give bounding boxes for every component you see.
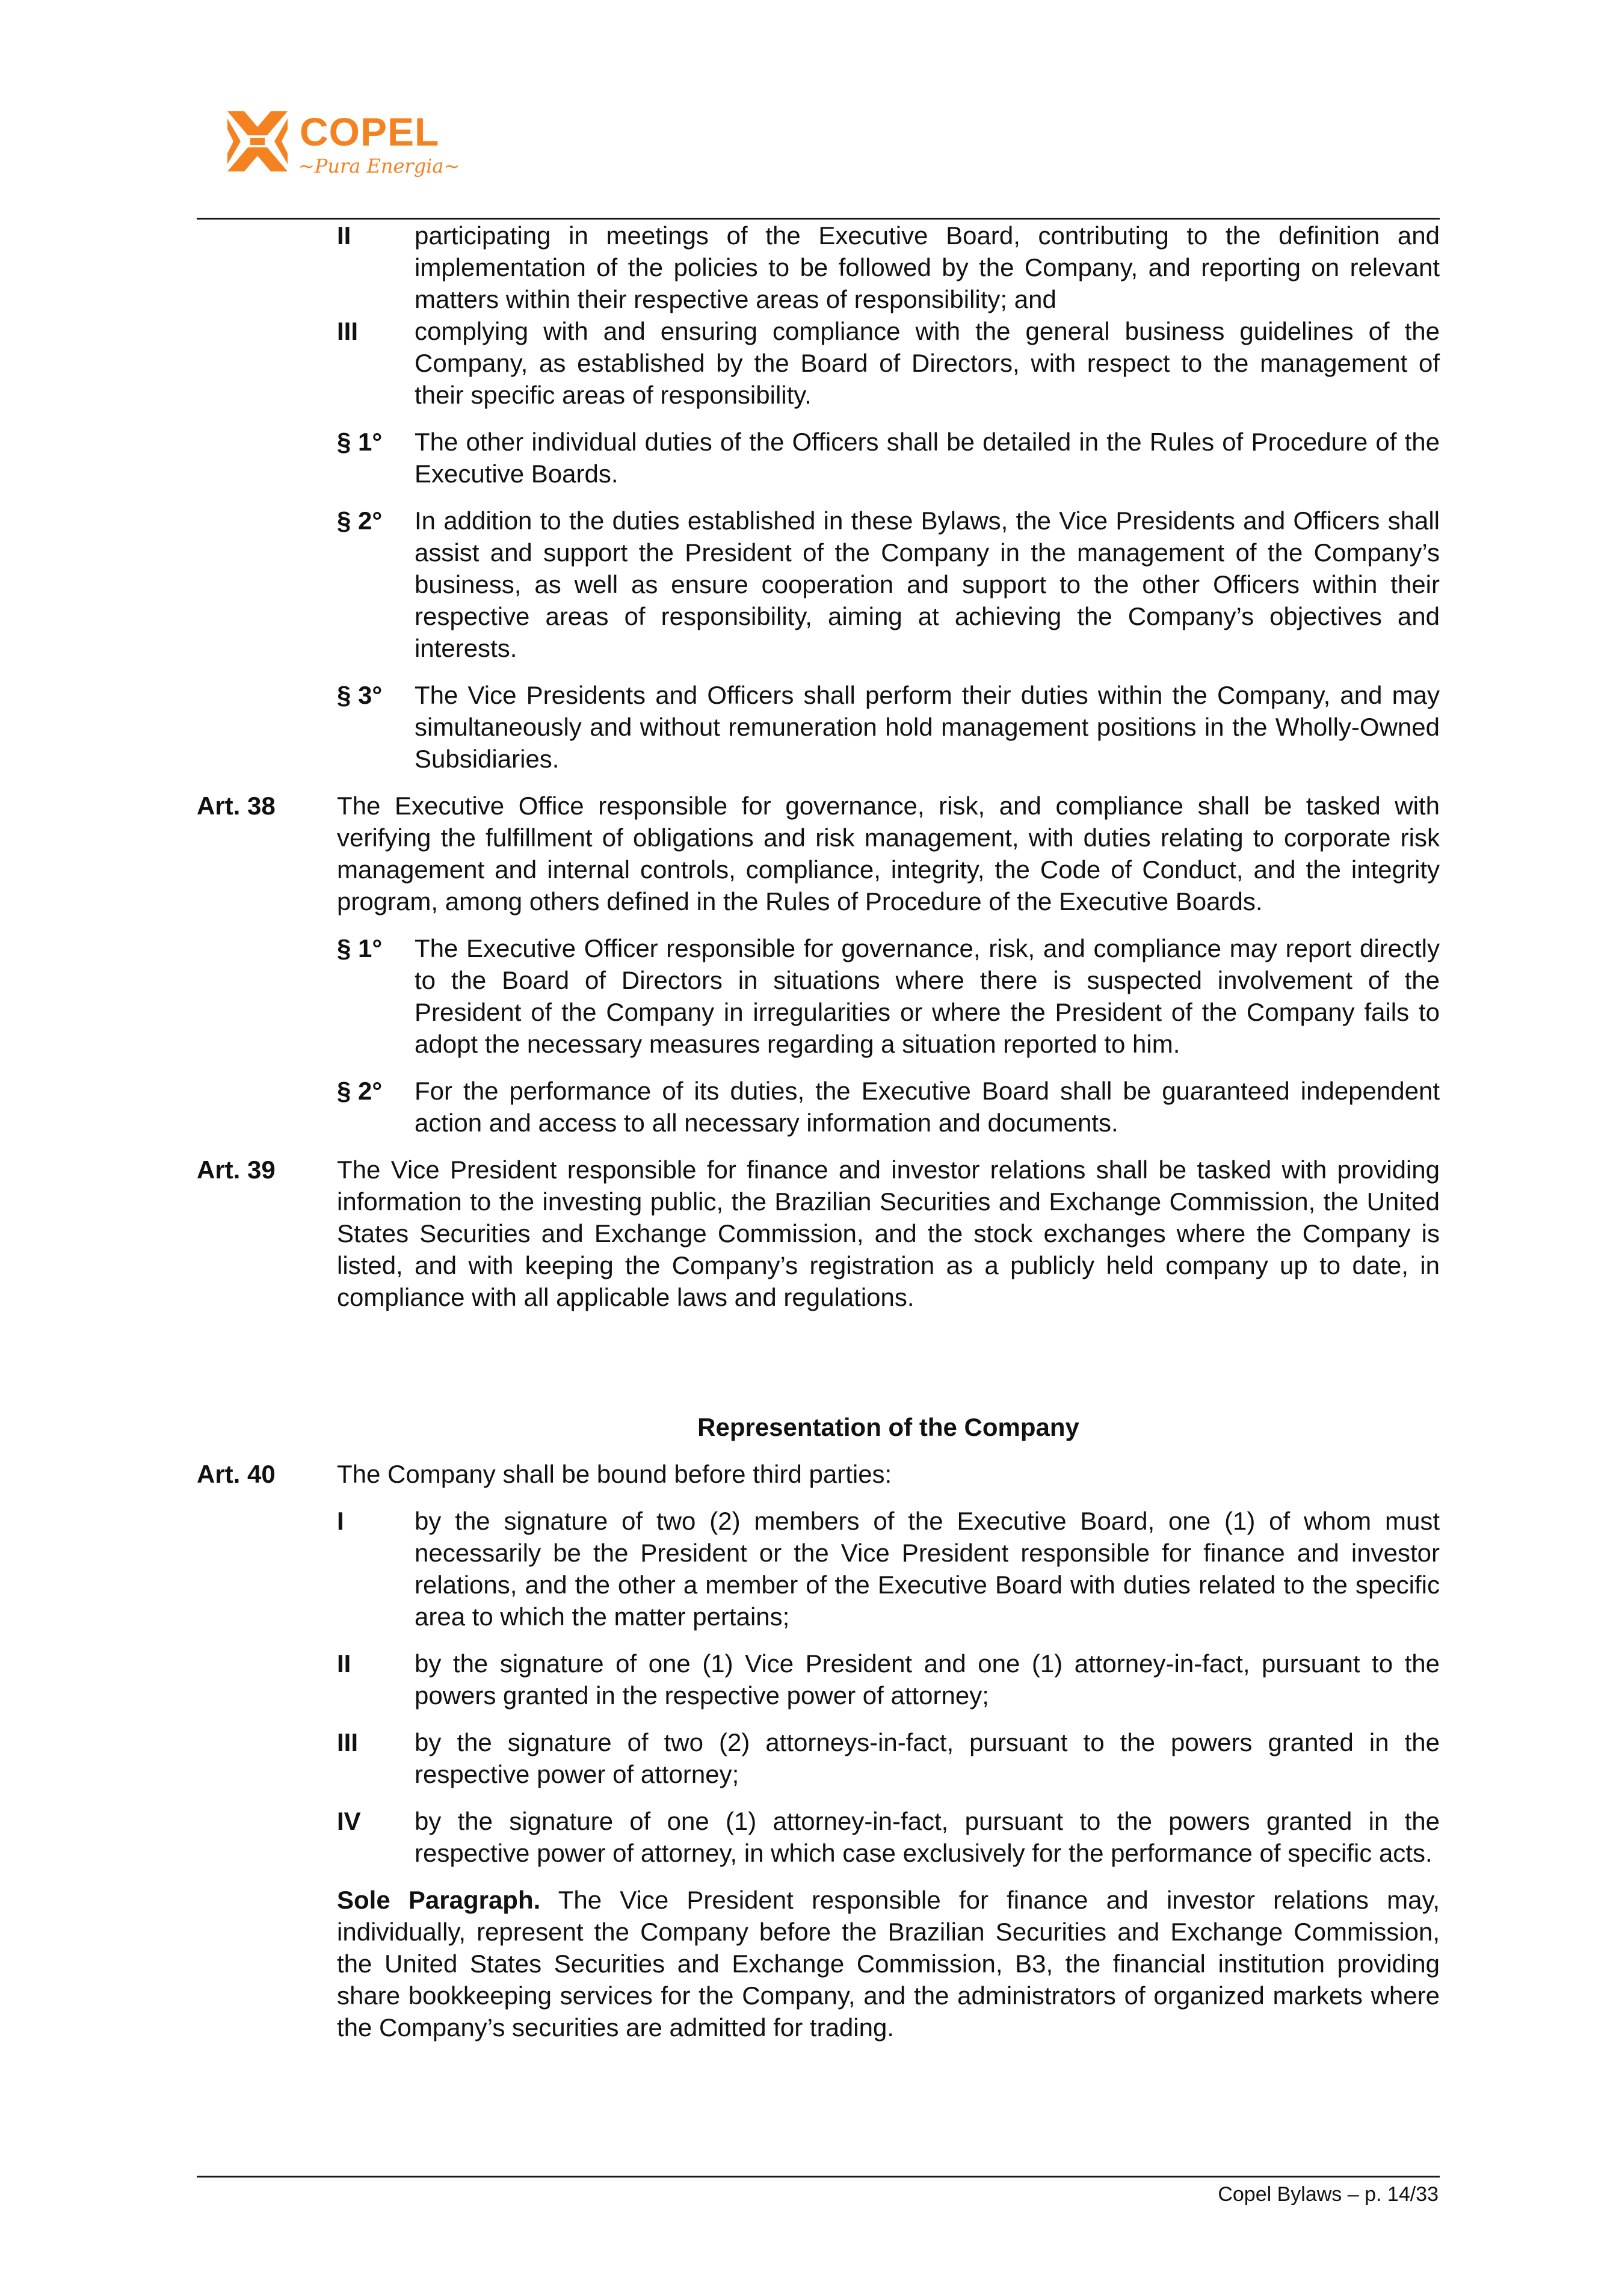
page-content — [197, 220, 1440, 2043]
article-38 — [197, 790, 1440, 917]
list-item — [337, 679, 1440, 775]
section-heading: Representation of the Company — [697, 1413, 1079, 1441]
item-label: IV — [337, 1807, 361, 1835]
sole-paragraph-text: The Vice President responsible for finance and investor relations may, individually, represent the Company before the Brazilian Securities and Exchange Commission, the United States Securities and Exchange Commission, B3, the financial institution providing share bookkeeping services for the Company, and the administrators of organized markets where the Company’s securities are admitted for trading. — [337, 1886, 1440, 2042]
footer-rule — [197, 2176, 1440, 2178]
item-text: The Vice Presidents and Officers shall perform their duties within the Company, and may simultaneously and without remuneration hold management positions in the Wholly-Owned Subsidiaries. — [415, 681, 1440, 773]
list-item — [337, 1505, 1440, 1633]
brand-tagline — [298, 155, 460, 177]
list-item — [337, 315, 1440, 411]
item-text: by the signature of two (2) members of the Executive Board, one (1) of whom must necessarily be the President or the Vice President responsible for finance and investor relations, and the other a member of the Executive Board with duties related to the specific area to which the matter pertains; — [415, 1507, 1440, 1631]
sole-paragraph-label: Sole Paragraph. — [337, 1886, 541, 1914]
brand-name: COPEL — [300, 109, 440, 154]
item-text: In addition to the duties established in these Bylaws, the Vice Presidents and Officers shall assist and support the President of the Company in the management of the Company’s business, as well as ensure cooperation and support to the other Officers within their respective areas of responsibility, aiming at achieving the Company’s objectives and interests. — [415, 506, 1440, 662]
item-text: The other individual duties of the Officers shall be detailed in the Rules of Procedure of the Executive Boards. — [415, 428, 1440, 488]
page-footer: Copel Bylaws – p. 14/33 — [1218, 2183, 1439, 2206]
item-label: II — [337, 221, 351, 250]
article-39 — [197, 1154, 1440, 1313]
item-text: complying with and ensuring compliance with the general business guidelines of the Company, as established by the Board of Directors, with respect to the management of their specific areas of responsibility. — [415, 317, 1440, 409]
item-label: § 1° — [337, 428, 383, 456]
list-item — [337, 426, 1440, 490]
list-item — [337, 1805, 1440, 1869]
copel-star-icon — [227, 111, 288, 171]
item-label: III — [337, 317, 359, 345]
item-text: by the signature of two (2) attorneys-in-fact, pursuant to the powers granted in the respective power of attorney; — [415, 1728, 1440, 1788]
tagline-swash-right: ~ — [443, 155, 460, 177]
list-item — [337, 1726, 1440, 1790]
item-text: by the signature of one (1) Vice President and one (1) attorney-in-fact, pursuant to the powers granted in the respective power of attorney; — [415, 1649, 1440, 1710]
list-item — [337, 220, 1440, 315]
list-item — [337, 1648, 1440, 1711]
list-item — [337, 1075, 1440, 1139]
item-text: participating in meetings of the Executive Board, contributing to the definition and implementation of the policies to be followed by the Company, and reporting on relevant matters within their respective areas of responsibility; and — [415, 221, 1440, 313]
article-text: The Vice President responsible for finance and investor relations shall be tasked with providing information to the investing public, the Brazilian Securities and Exchange Commission, the United States Securities and Exchange Commission, and the stock exchanges where the Company is listed, and with keeping the Company’s registration as a publicly held company up to date, in compliance with all applicable laws and regulations. — [337, 1156, 1440, 1311]
brand-tagline-text: Pura Energia — [314, 155, 444, 177]
tagline-swash-left: ~ — [298, 155, 315, 177]
item-text: by the signature of one (1) attorney-in-fact, pursuant to the powers granted in the respective power of attorney, in which case exclusively for the performance of specific acts. — [415, 1807, 1440, 1867]
item-label: II — [337, 1649, 351, 1678]
list-item — [337, 505, 1440, 664]
article-40 — [197, 1458, 1440, 1490]
item-label: III — [337, 1728, 359, 1756]
item-label: § 2° — [337, 506, 383, 535]
item-label: I — [337, 1507, 344, 1535]
copel-logo — [227, 105, 460, 189]
continuation-items — [197, 220, 1440, 775]
article-text: The Executive Office responsible for governance, risk, and compliance shall be tasked with verifying the fulfillment of obligations and risk management, with duties relating to corporate risk management and internal controls, compliance, integrity, the Code of Conduct, and the integrity program, among others defined in the Rules of Procedure of the Executive Boards. — [337, 792, 1440, 916]
list-item — [337, 932, 1440, 1060]
item-label: § 3° — [337, 681, 383, 709]
item-label: § 2° — [337, 1077, 383, 1105]
article-label: Art. 40 — [197, 1460, 276, 1488]
article-label: Art. 39 — [197, 1156, 276, 1184]
sole-paragraph — [337, 1884, 1440, 2043]
item-label: § 1° — [337, 934, 383, 962]
item-text: The Executive Officer responsible for governance, risk, and compliance may report directly to the Board of Directors in situations where there is suspected involvement of the President of the Company in irregularities or where the President of the Company fails to adopt the necessary measures regarding a situation reported to him. — [415, 934, 1440, 1058]
item-text: For the performance of its duties, the Executive Board shall be guaranteed independent action and access to all necessary information and documents. — [415, 1077, 1440, 1137]
article-text: The Company shall be bound before third parties: — [337, 1460, 892, 1488]
article-label: Art. 38 — [197, 792, 276, 820]
